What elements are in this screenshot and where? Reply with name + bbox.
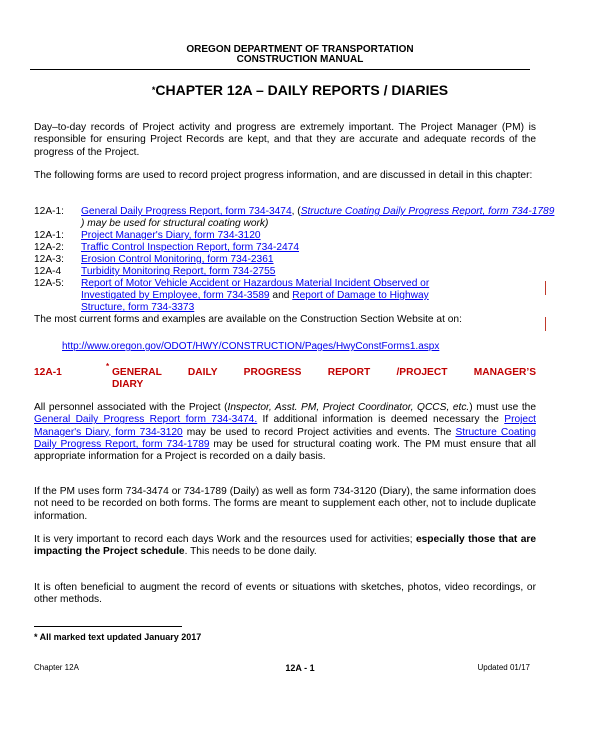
list-item: 12A-3: Erosion Control Monitoring, form 734-2361 xyxy=(34,254,274,265)
section-title: GENERAL DAILY PROGRESS REPORT /PROJECT MANAGER’S DIARY xyxy=(112,367,536,391)
footer-chapter: Chapter 12A xyxy=(34,663,79,672)
form-link-734-3474-body[interactable]: General Daily Progress Report form 734-3474. xyxy=(34,414,258,426)
section-marker: * xyxy=(106,362,110,371)
website-text: The most current forms and examples are available on the Construction Section Website at on: xyxy=(34,314,462,325)
form-link-734-3373-a[interactable]: Report of Damage to Highway xyxy=(292,290,429,301)
body-paragraph-3: It is very important to record each days Work and the resources used for activities; especially those that are impacting the Project schedule. This needs to be done daily. xyxy=(34,534,536,558)
form-link-734-3120[interactable]: Project Manager's Diary, form 734-3120 xyxy=(81,230,261,241)
footer-page-number: 12A - 1 xyxy=(285,663,315,673)
footnote: * All marked text updated January 2017 xyxy=(34,632,202,642)
form-link-734-1789-body[interactable]: Structure Coating Daily Progress Report, form 734-1789 xyxy=(34,426,536,450)
chapter-title: *CHAPTER 12A – DAILY REPORTS / DIARIES xyxy=(151,82,449,98)
form-link-734-3589-b[interactable]: Investigated by Employee, form 734-3589 xyxy=(81,290,270,301)
revision-bar xyxy=(545,281,546,295)
header-rule xyxy=(30,69,530,70)
footnote-rule xyxy=(34,626,182,627)
intro-paragraph-1: Day–to-day records of Project activity and progress are extremely important. The Project Manager (PM) is responsible for ensuring Project Records are kept, and that they are accurate and adequate records of the progress of the Project. xyxy=(34,122,536,158)
form-link-734-2755[interactable]: Turbidity Monitoring Report, form 734-2755 xyxy=(81,266,276,277)
list-item: 12A-5: Report of Motor Vehicle Accident or Hazardous Material Incident Observed or xyxy=(34,278,430,289)
list-item: 12A-2: Traffic Control Inspection Report, form 734-2474 xyxy=(34,242,300,253)
section-code: 12A-1 xyxy=(34,367,62,378)
list-item: 12A-4 Turbidity Monitoring Report, form 734-2755 xyxy=(34,266,276,277)
form-link-734-2474[interactable]: Traffic Control Inspection Report, form 734-2474 xyxy=(81,242,300,253)
intro-paragraph-2: The following forms are used to record project progress information, and are discussed in detail in this chapter: xyxy=(34,170,533,181)
form-link-734-3373-b[interactable]: Structure, form 734-3373 xyxy=(81,302,195,313)
list-item-continuation: ) may be used for structural coating work) xyxy=(81,218,269,229)
list-item-continuation xyxy=(34,302,538,314)
body-paragraph-1: All personnel associated with the Project (Inspector, Asst. PM, Project Coordinator, QCCS, etc.) must use the General Daily Progress Report form 734-3474. If additional information is deemed necessary the Project Manager's Diary, form 734-3120 may be used to record Project activities and events. The Structure Coating Daily Progress Report, form 734-1789 may be used for structural coating work. The PM must ensure that all appropriate information for a Project is recorded on a daily basis. xyxy=(34,402,537,463)
form-link-734-3120-body[interactable]: Project Manager's Diary, form 734-3120 xyxy=(34,414,536,438)
form-link-734-3474[interactable]: General Daily Progress Report, form 734-3474 xyxy=(81,206,292,217)
list-item: 12A-1: Project Manager's Diary, form 734-3120 xyxy=(34,230,261,241)
form-link-734-1789[interactable]: Structure Coating Daily Progress Report, form 734-1789 xyxy=(300,206,555,217)
chapter-marker: * xyxy=(151,85,156,95)
list-item: 12A-1: General Daily Progress Report, form 734-3474, (Structure Coating Daily Progress Report, form 734-1789 xyxy=(34,206,555,217)
header-department: OREGON DEPARTMENT OF TRANSPORTATION xyxy=(186,44,414,55)
website-link[interactable]: http://www.oregon.gov/ODOT/HWY/CONSTRUCTION/Pages/HwyConstForms1.aspx xyxy=(62,341,440,352)
body-paragraph-4: It is often beneficial to augment the record of events or situations with sketches, photos, video recordings, or other methods. xyxy=(34,582,536,606)
form-link-734-2361[interactable]: Erosion Control Monitoring, form 734-2361 xyxy=(81,254,274,265)
body-paragraph-2: If the PM uses form 734-3474 or 734-1789 (Daily) as well as form 734-3120 (Diary), the same information does not need to be recorded on both forms. The forms are meant to supplement each other, not to include duplicate information. xyxy=(34,486,536,522)
header-manual: CONSTRUCTION MANUAL xyxy=(236,54,364,65)
form-link-734-3589-a[interactable]: Report of Motor Vehicle Accident or Hazardous Material Incident Observed or xyxy=(81,278,430,289)
footer-updated: Updated 01/17 xyxy=(477,663,530,672)
revision-bar xyxy=(545,317,546,331)
list-item-continuation: Investigated by Employee, form 734-3589 and Report of Damage to Highway xyxy=(81,290,429,301)
